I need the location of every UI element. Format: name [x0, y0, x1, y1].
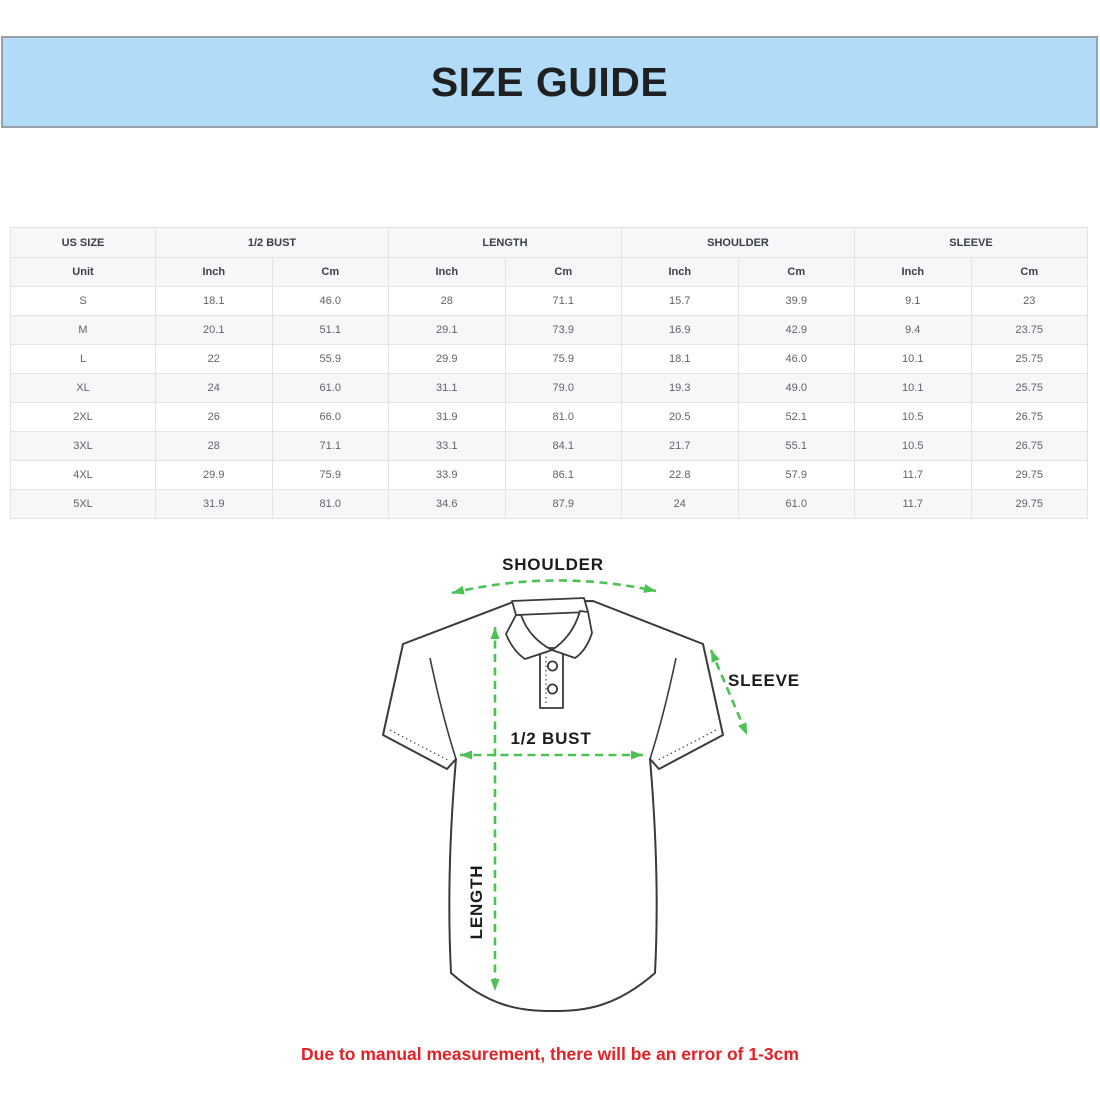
shoulder-label: SHOULDER — [502, 555, 604, 574]
value-cell: 34.6 — [389, 490, 506, 519]
value-cell: 61.0 — [272, 374, 389, 403]
value-cell: 29.9 — [156, 461, 273, 490]
size-cell: S — [11, 287, 156, 316]
value-cell: 18.1 — [156, 287, 273, 316]
value-cell: 10.1 — [855, 374, 972, 403]
size-cell: L — [11, 345, 156, 374]
value-cell: 51.1 — [272, 316, 389, 345]
sleeve-group-header: SLEEVE — [855, 228, 1088, 258]
size-cell: M — [11, 316, 156, 345]
value-cell: 19.3 — [622, 374, 739, 403]
value-cell: 20.1 — [156, 316, 273, 345]
value-cell: 39.9 — [738, 287, 855, 316]
value-cell: 29.75 — [971, 490, 1088, 519]
value-cell: 46.0 — [738, 345, 855, 374]
shoulder-group-header: SHOULDER — [622, 228, 855, 258]
value-cell: 33.9 — [389, 461, 506, 490]
value-cell: 22 — [156, 345, 273, 374]
size-cell: 2XL — [11, 403, 156, 432]
value-cell: 18.1 — [622, 345, 739, 374]
table-row — [11, 490, 1088, 519]
table-row — [11, 461, 1088, 490]
size-cell: XL — [11, 374, 156, 403]
length-label: LENGTH — [467, 864, 486, 940]
value-cell: 52.1 — [738, 403, 855, 432]
value-cell: 28 — [389, 287, 506, 316]
value-cell: 71.1 — [505, 287, 622, 316]
size-cell: 3XL — [11, 432, 156, 461]
unit-header: Inch — [855, 258, 972, 287]
table-row — [11, 316, 1088, 345]
unit-header: Inch — [156, 258, 273, 287]
value-cell: 84.1 — [505, 432, 622, 461]
arrowhead-icon — [707, 648, 720, 663]
size-chart-table — [10, 227, 1088, 519]
measurement-error-note: Due to manual measurement, there will be an error of 1-3cm — [301, 1044, 799, 1064]
value-cell: 22.8 — [622, 461, 739, 490]
button — [548, 684, 557, 693]
value-cell: 79.0 — [505, 374, 622, 403]
value-cell: 24 — [156, 374, 273, 403]
value-cell: 29.9 — [389, 345, 506, 374]
value-cell: 71.1 — [272, 432, 389, 461]
unit-header-row — [11, 258, 1088, 287]
value-cell: 29.1 — [389, 316, 506, 345]
value-cell: 25.75 — [971, 345, 1088, 374]
polo-shirt-illustration — [370, 545, 810, 1045]
table-row — [11, 345, 1088, 374]
us-size-header: US SIZE — [11, 228, 156, 258]
value-cell: 23.75 — [971, 316, 1088, 345]
button — [548, 661, 557, 670]
unit-header: Cm — [505, 258, 622, 287]
sleeve-label: SLEEVE — [728, 671, 800, 690]
unit-header: Cm — [272, 258, 389, 287]
value-cell: 9.4 — [855, 316, 972, 345]
value-cell: 81.0 — [272, 490, 389, 519]
value-cell: 46.0 — [272, 287, 389, 316]
value-cell: 23 — [971, 287, 1088, 316]
value-cell: 57.9 — [738, 461, 855, 490]
size-cell: 4XL — [11, 461, 156, 490]
length-group-header: LENGTH — [389, 228, 622, 258]
unit-header: Inch — [622, 258, 739, 287]
value-cell: 16.9 — [622, 316, 739, 345]
collar-band — [512, 598, 588, 615]
unit-label: Unit — [11, 258, 156, 287]
value-cell: 28 — [156, 432, 273, 461]
value-cell: 31.1 — [389, 374, 506, 403]
value-cell: 42.9 — [738, 316, 855, 345]
unit-header: Inch — [389, 258, 506, 287]
unit-header: Cm — [738, 258, 855, 287]
value-cell: 75.9 — [272, 461, 389, 490]
value-cell: 33.1 — [389, 432, 506, 461]
group-header-row — [11, 228, 1088, 258]
value-cell: 9.1 — [855, 287, 972, 316]
value-cell: 66.0 — [272, 403, 389, 432]
value-cell: 10.5 — [855, 403, 972, 432]
value-cell: 55.9 — [272, 345, 389, 374]
value-cell: 75.9 — [505, 345, 622, 374]
value-cell: 55.1 — [738, 432, 855, 461]
value-cell: 26.75 — [971, 403, 1088, 432]
value-cell: 29.75 — [971, 461, 1088, 490]
page-title: SIZE GUIDE — [430, 58, 669, 105]
value-cell: 49.0 — [738, 374, 855, 403]
value-cell: 86.1 — [505, 461, 622, 490]
half-bust-label: 1/2 BUST — [510, 729, 592, 748]
value-cell: 31.9 — [156, 490, 273, 519]
value-cell: 73.9 — [505, 316, 622, 345]
placket — [540, 648, 563, 708]
table-row — [11, 403, 1088, 432]
size-table-body — [11, 258, 1088, 519]
value-cell: 31.9 — [389, 403, 506, 432]
shoulder-arrow — [452, 580, 656, 593]
size-cell: 5XL — [11, 490, 156, 519]
value-cell: 11.7 — [855, 461, 972, 490]
table-row — [11, 432, 1088, 461]
value-cell: 15.7 — [622, 287, 739, 316]
half-bust-group-header: 1/2 BUST — [156, 228, 389, 258]
table-row — [11, 287, 1088, 316]
value-cell: 21.7 — [622, 432, 739, 461]
value-cell: 24 — [622, 490, 739, 519]
value-cell: 87.9 — [505, 490, 622, 519]
value-cell: 26 — [156, 403, 273, 432]
value-cell: 61.0 — [738, 490, 855, 519]
arrowhead-icon — [738, 722, 751, 737]
table-row — [11, 374, 1088, 403]
value-cell: 10.5 — [855, 432, 972, 461]
value-cell: 10.1 — [855, 345, 972, 374]
value-cell: 26.75 — [971, 432, 1088, 461]
value-cell: 11.7 — [855, 490, 972, 519]
unit-header: Cm — [971, 258, 1088, 287]
value-cell: 81.0 — [505, 403, 622, 432]
size-guide-banner — [1, 36, 1098, 128]
measurement-diagram — [370, 545, 810, 1045]
value-cell: 20.5 — [622, 403, 739, 432]
value-cell: 25.75 — [971, 374, 1088, 403]
